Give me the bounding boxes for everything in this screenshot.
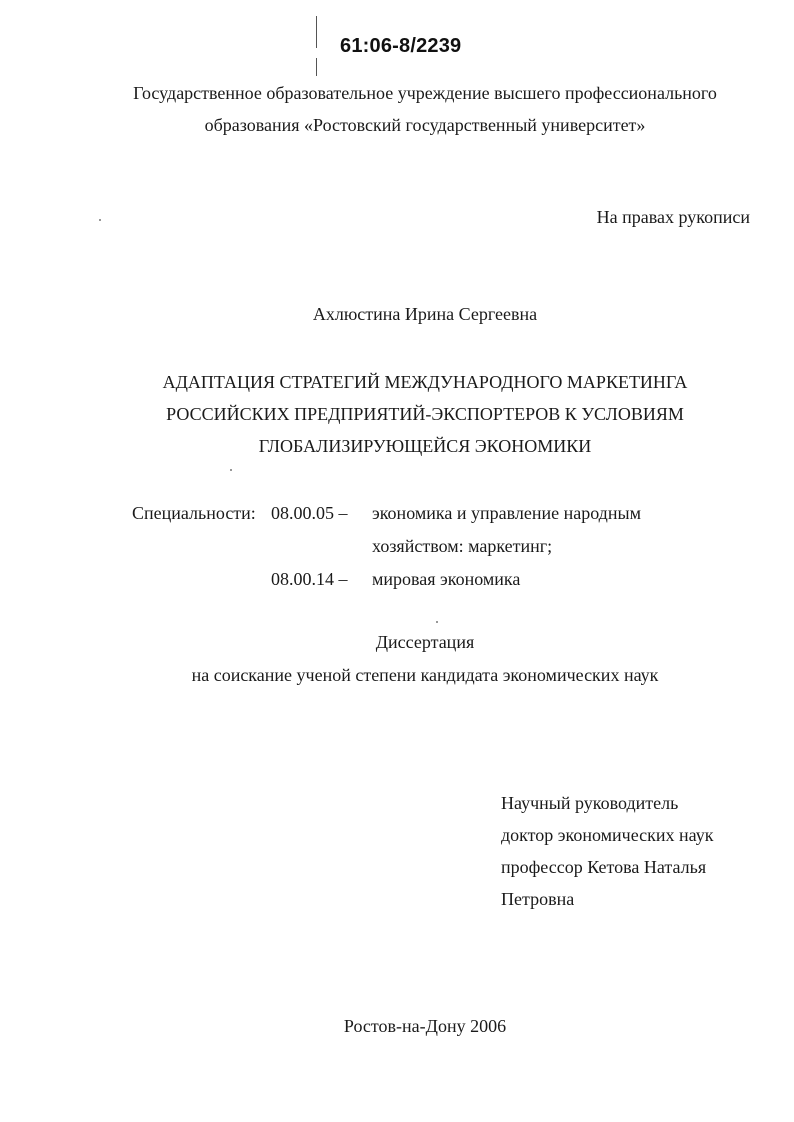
supervisor-line-4: Петровна — [501, 889, 575, 909]
dissertation-title — [90, 366, 760, 462]
stamp-divider-bottom — [316, 58, 317, 76]
title-line-3: ГЛОБАЛИЗИРУЮЩЕЙСЯ ЭКОНОМИКИ — [258, 436, 592, 456]
specialty-text: хозяйством: маркетинг; — [372, 536, 553, 556]
specialty-text: экономика и управление народным — [372, 503, 641, 523]
supervisor-line-2: доктор экономических наук — [501, 825, 714, 845]
institution-header — [80, 77, 770, 141]
supervisor-line-3: профессор Кетова Наталья — [501, 857, 707, 877]
specialty-code: 08.00.05 – — [271, 503, 348, 523]
title-line-2: РОССИЙСКИХ ПРЕДПРИЯТИЙ-ЭКСПОРТЕРОВ К УСЛОВИЯМ — [166, 404, 684, 424]
stamp-divider-top — [316, 16, 317, 48]
city-year: Ростов-на-Дону 2006 — [343, 1016, 507, 1036]
title-line-1: АДАПТАЦИЯ СТРАТЕГИЙ МЕЖДУНАРОДНОГО МАРКЕТИНГА — [162, 372, 688, 392]
scan-speck — [230, 469, 232, 471]
author-name: Ахлюстина Ирина Сергеевна — [312, 304, 538, 324]
specialty-text: мировая экономика — [372, 569, 521, 589]
specialty-code: 08.00.14 – — [271, 569, 348, 589]
scan-speck — [436, 621, 438, 623]
supervisor-line-1: Научный руководитель — [501, 793, 679, 813]
dissertation-label: Диссертация — [375, 632, 475, 652]
institution-line-2: образования «Ростовский государственный университет» — [204, 115, 646, 135]
library-stamp-code: 61:06-8/2239 — [340, 35, 462, 57]
specialties-label: Специальности: — [132, 503, 256, 523]
manuscript-rights-note: На правах рукописи — [596, 207, 750, 227]
dissertation-degree — [0, 626, 794, 692]
supervisor-block — [501, 787, 713, 915]
scan-speck — [99, 219, 101, 221]
institution-line-1: Государственное образовательное учреждение высшего профессионального — [133, 83, 717, 103]
degree-description: на соискание ученой степени кандидата экономических наук — [191, 665, 659, 685]
